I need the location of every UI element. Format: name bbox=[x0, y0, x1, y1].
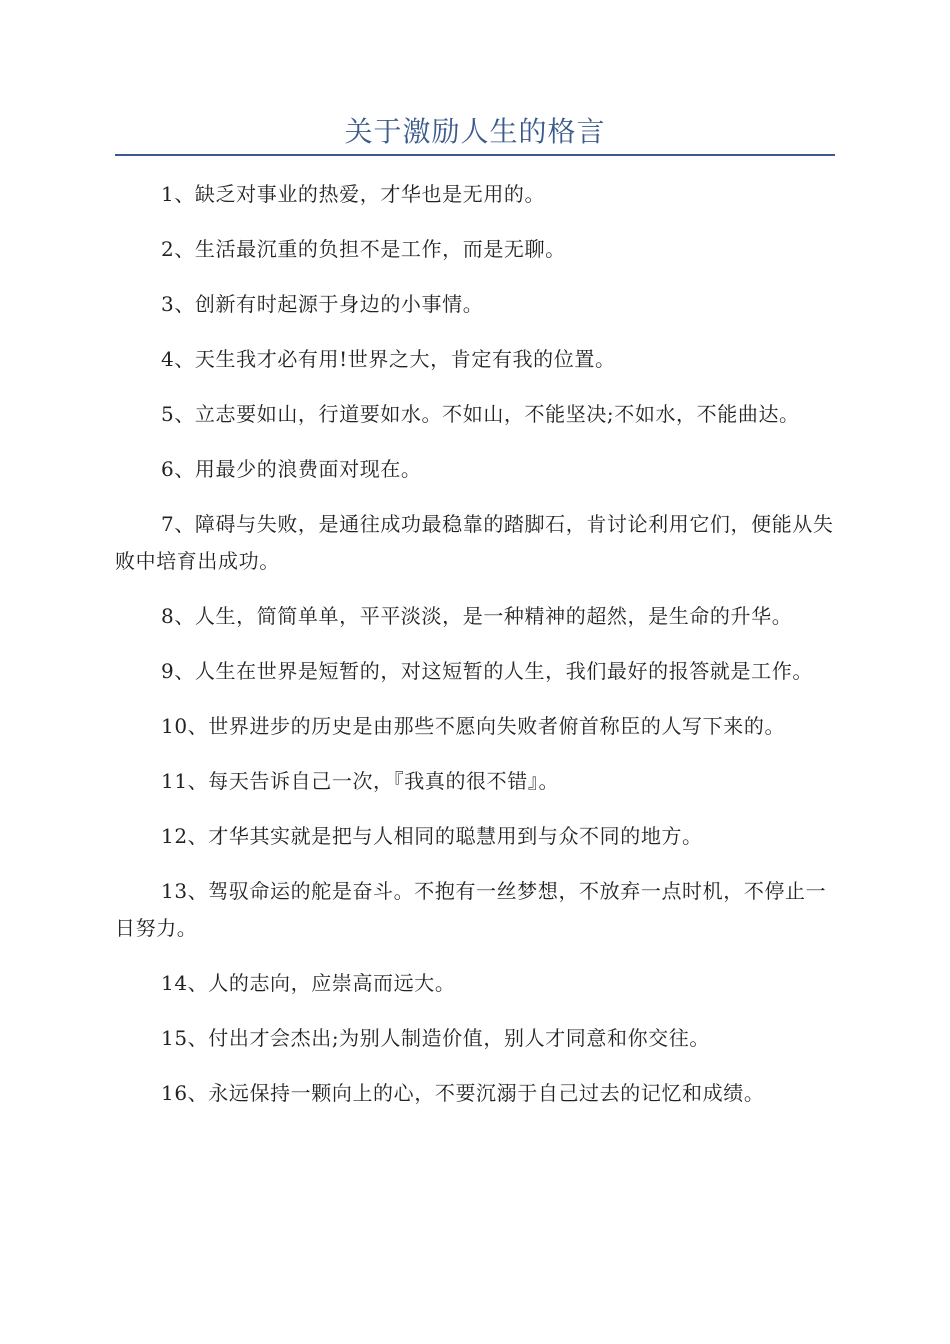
quote-paragraph-11: 11、每天告诉自己一次，『我真的很不错』。 bbox=[161, 769, 560, 793]
quote-paragraph-2: 2、生活最沉重的负担不是工作，而是无聊。 bbox=[161, 237, 566, 261]
quote-paragraph-4: 4、天生我才必有用!世界之大，肯定有我的位置。 bbox=[161, 347, 616, 371]
quote-paragraph-14: 14、人的志向，应崇高而远大。 bbox=[161, 971, 456, 995]
title-underline bbox=[115, 154, 835, 156]
document-title: 关于激励人生的格言 bbox=[344, 115, 606, 148]
document-body bbox=[115, 176, 835, 1130]
quote-paragraph-15: 15、付出才会杰出;为别人制造价值，别人才同意和你交往。 bbox=[161, 1026, 710, 1050]
quote-paragraph-13: 13、驾驭命运的舵是奋斗。不抱有一丝梦想，不放弃一点时机，不停止一日努力。 bbox=[115, 879, 827, 940]
quote-paragraph-7: 7、障碍与失败，是通往成功最稳靠的踏脚石，肯讨论利用它们，便能从失败中培育出成功。 bbox=[115, 512, 834, 573]
quote-paragraph-5: 5、立志要如山，行道要如水。不如山，不能坚决;不如水，不能曲达。 bbox=[161, 402, 800, 426]
quote-paragraph-16: 16、永远保持一颗向上的心，不要沉溺于自己过去的记忆和成绩。 bbox=[161, 1081, 765, 1105]
quote-paragraph-3: 3、创新有时起源于身边的小事情。 bbox=[161, 292, 484, 316]
quote-paragraph-9: 9、人生在世界是短暂的，对这短暂的人生，我们最好的报答就是工作。 bbox=[161, 659, 813, 683]
quote-paragraph-1: 1、缺乏对事业的热爱，才华也是无用的。 bbox=[161, 182, 546, 206]
quote-paragraph-10: 10、世界进步的历史是由那些不愿向失败者俯首称臣的人写下来的。 bbox=[161, 714, 786, 738]
quote-paragraph-6: 6、用最少的浪费面对现在。 bbox=[161, 457, 422, 481]
quote-paragraph-12: 12、才华其实就是把与人相同的聪慧用到与众不同的地方。 bbox=[161, 824, 703, 848]
quote-paragraph-8: 8、人生，简简单单，平平淡淡，是一种精神的超然，是生命的升华。 bbox=[161, 604, 793, 628]
